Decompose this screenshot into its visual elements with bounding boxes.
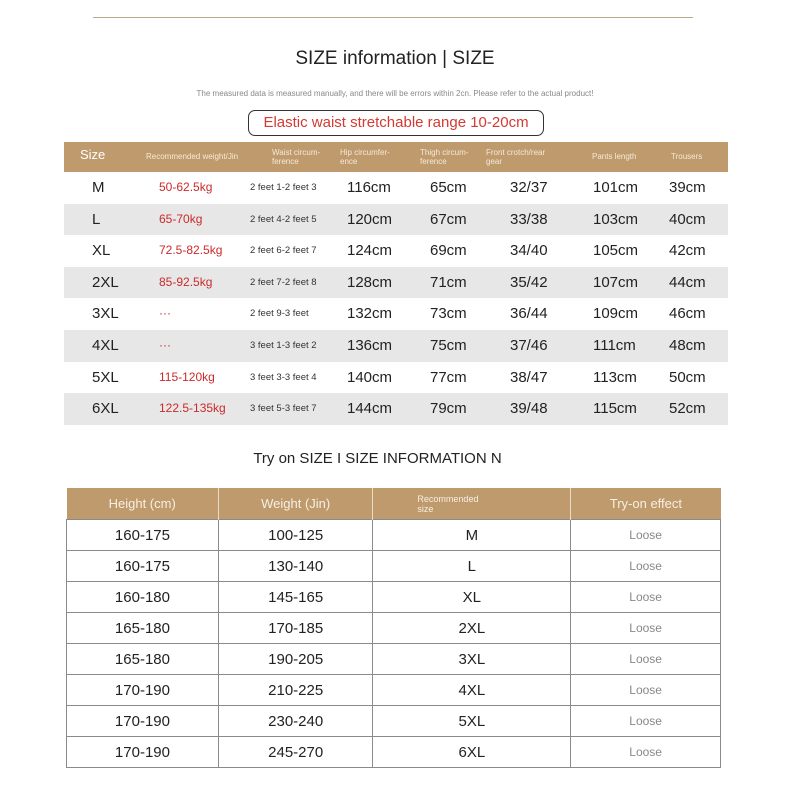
top-divider [93, 17, 693, 18]
cell-weight: ··· [159, 306, 171, 321]
cell-waist: 2 feet 4-2 feet 5 [250, 213, 317, 225]
cell-weight: 50-62.5kg [159, 180, 213, 194]
cell-trousers: 52cm [669, 400, 706, 418]
tryon-row-xl [67, 582, 721, 613]
cell-size: 5XL [373, 706, 571, 737]
header-size: Size [80, 147, 106, 162]
cell-effect: Loose [571, 551, 721, 582]
tryon-row-6xl [67, 737, 721, 768]
cell-effect: Loose [571, 706, 721, 737]
cell-hip: 136cm [347, 336, 393, 354]
cell-weight: 230-240 [218, 706, 373, 737]
cell-trousers: 42cm [669, 242, 706, 260]
cell-height: 160-175 [67, 551, 219, 582]
cell-hip: 116cm [347, 179, 391, 196]
cell-thigh: 79cm [430, 400, 467, 418]
cell-weight: 115-120kg [159, 369, 215, 384]
cell-crotch: 33/38 [510, 210, 548, 228]
cell-effect: Loose [571, 737, 721, 768]
header-recommended-size: Recommended size [373, 488, 571, 520]
cell-waist: 2 feet 1-2 feet 3 [250, 182, 317, 193]
size-row-6xl [64, 393, 728, 425]
cell-effect: Loose [571, 675, 721, 706]
tryon-title: Try on SIZE I SIZE INFORMATION N [253, 450, 502, 467]
header-length: Pants length [592, 152, 637, 161]
cell-size: 6XL [92, 400, 119, 418]
cell-height: 160-175 [67, 520, 219, 551]
cell-waist: 2 feet 6-2 feet 7 [250, 245, 317, 257]
header-thigh-1: Thigh circum- [420, 148, 469, 157]
cell-weight: 145-165 [218, 582, 373, 613]
cell-length: 105cm [593, 242, 639, 260]
cell-height: 165-180 [67, 644, 219, 675]
size-row-l [64, 204, 728, 236]
cell-effect: Loose [571, 582, 721, 613]
cell-length: 101cm [593, 179, 639, 196]
cell-trousers: 40cm [669, 210, 706, 228]
cell-crotch: 37/46 [510, 336, 548, 354]
size-row-3xl [64, 298, 728, 330]
header-tryon-effect: Try-on effect [571, 488, 721, 520]
cell-height: 170-190 [67, 675, 219, 706]
cell-waist: 3 feet 3-3 feet 4 [250, 371, 317, 383]
tryon-table [66, 488, 721, 768]
size-row-xl [64, 235, 728, 267]
size-table-header [64, 142, 728, 172]
cell-length: 115cm [593, 400, 637, 418]
size-row-5xl [64, 362, 728, 394]
cell-size: XL [373, 582, 571, 613]
cell-trousers: 46cm [669, 305, 706, 323]
cell-length: 113cm [593, 368, 637, 386]
cell-length: 111cm [593, 336, 636, 354]
cell-size: 4XL [92, 336, 119, 354]
cell-size: L [373, 551, 571, 582]
cell-size: XL [92, 242, 111, 260]
page-title: SIZE information | SIZE [295, 48, 495, 69]
cell-waist: 2 feet 9-3 feet [250, 308, 309, 320]
cell-thigh: 65cm [430, 179, 467, 196]
cell-waist: 3 feet 5-3 feet 7 [250, 403, 317, 415]
cell-height: 160-180 [67, 582, 219, 613]
size-row-4xl [64, 330, 728, 362]
cell-hip: 144cm [347, 400, 393, 418]
cell-thigh: 69cm [430, 242, 467, 260]
header-weight: Recommended weight/Jin [146, 152, 239, 161]
cell-height: 170-190 [67, 737, 219, 768]
header-hip-2: ence [340, 157, 358, 166]
cell-size: L [92, 210, 101, 228]
header-waist-1: Waist circum- [272, 148, 321, 157]
tryon-row-2xl [67, 613, 721, 644]
cell-size: 2XL [92, 273, 119, 291]
size-table [64, 142, 728, 425]
cell-trousers: 48cm [669, 336, 706, 354]
tryon-header-row [67, 488, 721, 520]
cell-weight: 245-270 [218, 737, 373, 768]
cell-hip: 120cm [347, 210, 393, 228]
cell-trousers: 39cm [669, 179, 706, 196]
cell-height: 165-180 [67, 613, 219, 644]
cell-crotch: 34/40 [510, 242, 548, 260]
cell-trousers: 44cm [669, 273, 706, 291]
cell-thigh: 67cm [430, 210, 467, 228]
tryon-row-4xl [67, 675, 721, 706]
cell-weight: 190-205 [218, 644, 373, 675]
cell-hip: 132cm [347, 305, 393, 323]
cell-effect: Loose [571, 520, 721, 551]
tryon-row-5xl [67, 706, 721, 737]
header-hip-1: Hip circumfer- [340, 148, 390, 157]
cell-length: 103cm [593, 210, 639, 228]
cell-weight: 210-225 [218, 675, 373, 706]
cell-size: 3XL [373, 644, 571, 675]
header-thigh-2: ference [420, 157, 447, 166]
cell-size: 5XL [92, 368, 119, 386]
cell-weight: 72.5-82.5kg [159, 243, 223, 258]
size-row-2xl [64, 267, 728, 299]
cell-crotch: 36/44 [510, 305, 548, 323]
size-row-m [64, 172, 728, 204]
header-crotch-2: gear [486, 157, 503, 166]
cell-weight: ··· [159, 337, 171, 352]
cell-thigh: 77cm [430, 368, 467, 386]
cell-size: 3XL [92, 305, 119, 323]
cell-thigh: 73cm [430, 305, 467, 323]
cell-thigh: 75cm [430, 336, 467, 354]
cell-effect: Loose [571, 644, 721, 675]
cell-weight: 170-185 [218, 613, 373, 644]
cell-trousers: 50cm [669, 368, 706, 386]
cell-weight: 122.5-135kg [159, 401, 226, 416]
cell-size: 6XL [373, 737, 571, 768]
cell-effect: Loose [571, 613, 721, 644]
cell-size: 4XL [373, 675, 571, 706]
cell-crotch: 39/48 [510, 400, 548, 418]
cell-crotch: 38/47 [510, 368, 548, 386]
cell-crotch: 35/42 [510, 273, 548, 291]
header-height: Height (cm) [67, 488, 219, 520]
tryon-row-m [67, 520, 721, 551]
cell-size: 2XL [373, 613, 571, 644]
cell-size: M [92, 179, 105, 196]
cell-length: 109cm [593, 305, 639, 323]
tryon-row-l [67, 551, 721, 582]
cell-waist: 3 feet 1-3 feet 2 [250, 339, 317, 351]
cell-height: 170-190 [67, 706, 219, 737]
cell-thigh: 71cm [430, 273, 467, 291]
cell-weight: 65-70kg [159, 211, 203, 226]
cell-crotch: 32/37 [510, 179, 548, 196]
header-weight-jin: Weight (Jin) [218, 488, 373, 520]
cell-weight: 85-92.5kg [159, 274, 213, 289]
cell-waist: 2 feet 7-2 feet 8 [250, 276, 317, 288]
cell-weight: 100-125 [218, 520, 373, 551]
tryon-row-3xl [67, 644, 721, 675]
header-crotch-1: Front crotch/rear [486, 148, 546, 157]
size-table-body [64, 172, 728, 425]
cell-length: 107cm [593, 273, 639, 291]
cell-weight: 130-140 [218, 551, 373, 582]
cell-size: M [373, 520, 571, 551]
measurement-note: The measured data is measured manually, and there will be errors within 2cn. Please refer to the actual product! [196, 89, 594, 98]
header-trousers: Trousers [671, 152, 703, 161]
cell-hip: 140cm [347, 368, 393, 386]
cell-hip: 128cm [347, 273, 393, 291]
cell-hip: 124cm [347, 242, 393, 260]
header-waist-2: ference [272, 157, 299, 166]
elastic-waist-banner: Elastic waist stretchable range 10-20cm [248, 110, 544, 136]
